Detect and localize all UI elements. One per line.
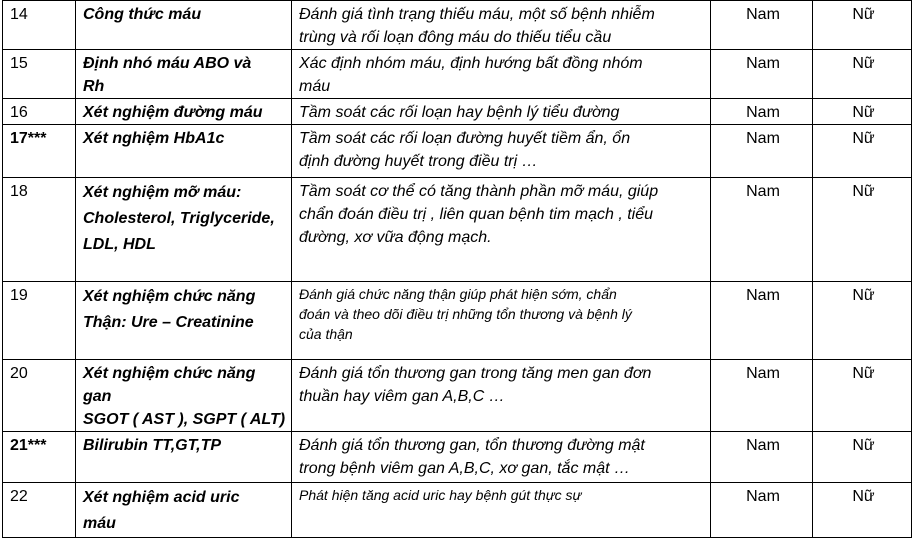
table-row — [3, 282, 912, 360]
row-number: 14 — [3, 1, 76, 50]
test-name — [76, 360, 292, 432]
desc-line: Tầm soát các rối loạn đường huyết tiềm ẩn, ổn — [299, 130, 631, 147]
test-name-line: Bilirubin TT,GT,TP — [83, 437, 222, 454]
test-table — [2, 0, 912, 538]
test-name — [76, 483, 292, 538]
female-cell: Nữ — [813, 99, 912, 125]
test-name-line: gan — [83, 388, 112, 405]
male-cell: Nam — [711, 1, 813, 50]
row-number: 15 — [3, 50, 76, 99]
male-cell: Nam — [711, 483, 813, 538]
test-name — [76, 99, 292, 125]
test-name-line: Xét nghiệm chức năng — [83, 365, 256, 382]
table-row — [3, 99, 912, 125]
test-name-line: Xét nghiệm HbA1c — [83, 130, 225, 147]
test-name-line: LDL, HDL — [83, 236, 156, 253]
male-cell: Nam — [711, 282, 813, 360]
female-cell: Nữ — [813, 1, 912, 50]
test-name — [76, 432, 292, 483]
test-name-line: Rh — [83, 78, 105, 95]
desc-line: chẩn đoán điều trị , liên quan bệnh tim mạch , tiểu — [299, 206, 653, 223]
test-description — [292, 282, 711, 360]
desc-line: trong bệnh viêm gan A,B,C, xơ gan, tắc mật … — [299, 460, 631, 477]
desc-line: Xác định nhóm máu, định hướng bất đồng nhóm — [299, 55, 643, 72]
desc-line: Phát hiện tăng acid uric hay bệnh gút thực sự — [299, 487, 582, 503]
test-name-line: Xét nghiệm đường máu — [83, 104, 263, 121]
desc-line: đoán và theo dõi điều trị những tổn thương và bệnh lý — [299, 306, 632, 322]
female-cell: Nữ — [813, 360, 912, 432]
test-name-line: Xét nghiệm chức năng — [83, 288, 256, 305]
test-name — [76, 178, 292, 282]
desc-line: thuần hay viêm gan A,B,C … — [299, 388, 505, 405]
test-name-line: Công thức máu — [83, 6, 202, 23]
test-name — [76, 1, 292, 50]
desc-line: của thận — [299, 326, 353, 342]
test-name — [76, 282, 292, 360]
male-cell: Nam — [711, 360, 813, 432]
desc-line: định đường huyết trong điều trị … — [299, 153, 538, 170]
female-cell: Nữ — [813, 282, 912, 360]
male-cell: Nam — [711, 432, 813, 483]
test-description — [292, 99, 711, 125]
table-row — [3, 483, 912, 538]
desc-line: Tầm soát các rối loạn hay bệnh lý tiểu đường — [299, 104, 620, 121]
row-number: 21*** — [3, 432, 76, 483]
test-name-line: Thận: Ure – Creatinine — [83, 314, 254, 331]
female-cell: Nữ — [813, 125, 912, 178]
row-number: 17*** — [3, 125, 76, 178]
table-row — [3, 360, 912, 432]
row-number: 22 — [3, 483, 76, 538]
test-name — [76, 50, 292, 99]
test-name-line: Xét nghiệm acid uric — [83, 489, 240, 506]
male-cell: Nam — [711, 178, 813, 282]
male-cell: Nam — [711, 50, 813, 99]
test-description — [292, 432, 711, 483]
test-description — [292, 1, 711, 50]
desc-line: Đánh giá tổn thương gan, tổn thương đường mật — [299, 437, 645, 454]
female-cell: Nữ — [813, 50, 912, 99]
test-name-line: máu — [83, 515, 116, 532]
table-row — [3, 178, 912, 282]
female-cell: Nữ — [813, 483, 912, 538]
test-description — [292, 178, 711, 282]
desc-line: Đánh giá tình trạng thiếu máu, một số bệnh nhiễm — [299, 6, 655, 23]
desc-line: Đánh giá chức năng thận giúp phát hiện sớm, chẩn — [299, 286, 617, 302]
row-number: 19 — [3, 282, 76, 360]
test-description — [292, 360, 711, 432]
desc-line: máu — [299, 78, 331, 95]
table-row — [3, 432, 912, 483]
test-name-line: Định nhó máu ABO và — [83, 55, 252, 72]
table-row — [3, 50, 912, 99]
male-cell: Nam — [711, 125, 813, 178]
desc-line: đường, xơ vữa động mạch. — [299, 229, 492, 246]
test-name-line: Cholesterol, Triglyceride, — [83, 210, 275, 227]
desc-line: Đánh giá tổn thương gan trong tăng men gan đơn — [299, 365, 652, 382]
table-row — [3, 1, 912, 50]
female-cell: Nữ — [813, 432, 912, 483]
test-description — [292, 483, 711, 538]
desc-line: Tầm soát cơ thể có tăng thành phần mỡ máu, giúp — [299, 183, 659, 200]
test-name — [76, 125, 292, 178]
test-description — [292, 50, 711, 99]
desc-line: trùng và rối loạn đông máu do thiếu tiểu cầu — [299, 29, 612, 46]
male-cell: Nam — [711, 99, 813, 125]
test-description — [292, 125, 711, 178]
table-row — [3, 125, 912, 178]
test-name-line: SGOT ( AST ), SGPT ( ALT) — [83, 411, 286, 428]
test-name-line: Xét nghiệm mỡ máu: — [83, 184, 242, 201]
female-cell: Nữ — [813, 178, 912, 282]
row-number: 16 — [3, 99, 76, 125]
row-number: 20 — [3, 360, 76, 432]
row-number: 18 — [3, 178, 76, 282]
